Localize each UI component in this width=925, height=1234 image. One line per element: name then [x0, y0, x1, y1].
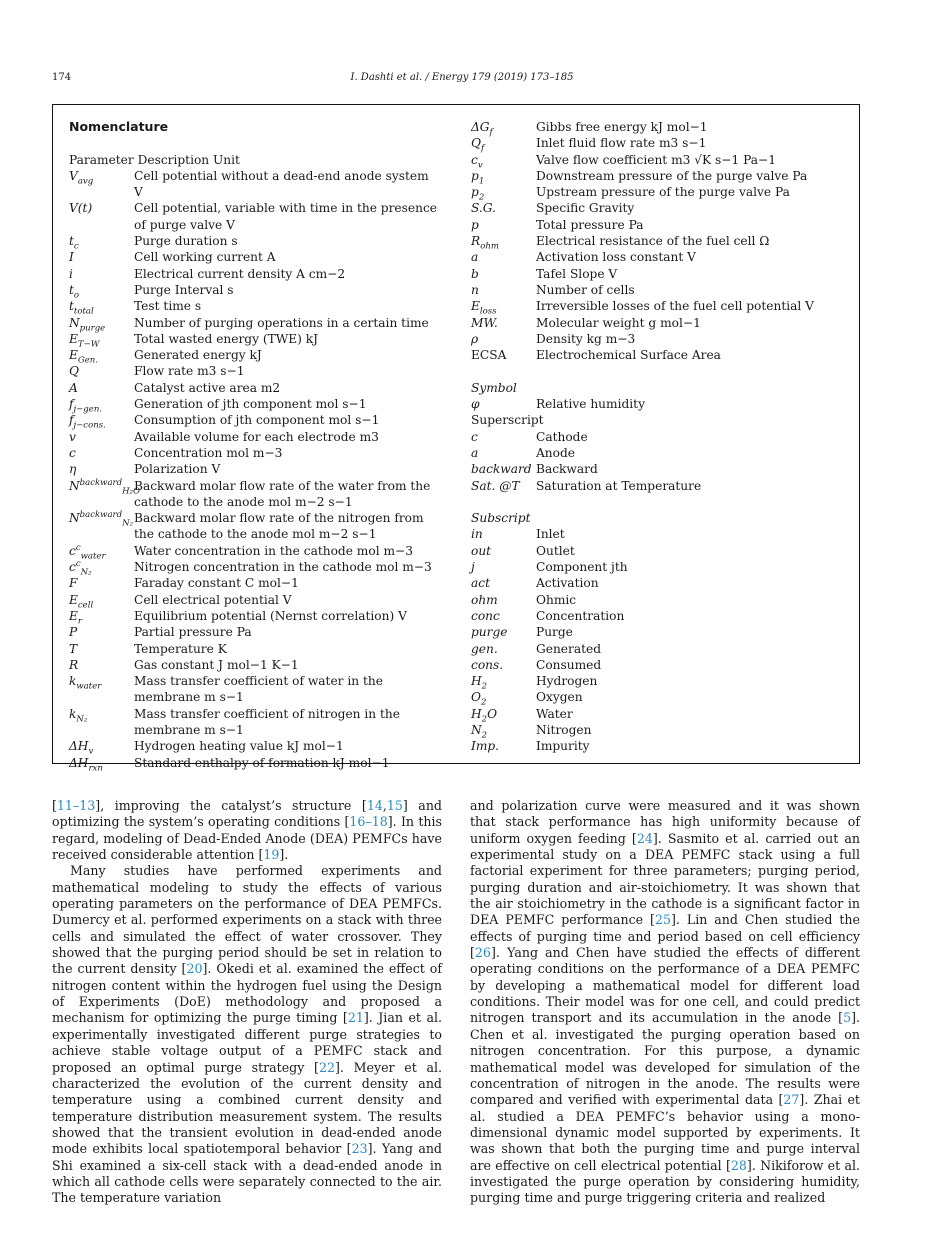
nom-desc: Oxygen	[536, 690, 583, 705]
nom-desc: Molecular weight g mol−1	[536, 315, 701, 330]
symbol-heading: Symbol	[471, 380, 517, 395]
nom-desc: Tafel Slope V	[536, 266, 618, 281]
nom-desc: Standard enthalpy of formation kJ mol−1	[134, 755, 390, 770]
nom-symbol: a	[471, 445, 479, 460]
text-run: ], improving the catalyst’s structure [	[95, 798, 367, 813]
nom-symbol: p	[471, 217, 479, 232]
nom-row	[471, 706, 851, 725]
text-run: ]. Chen et al. investigated the purging operation based on nitrogen concentration. For this purpose, a dynamic mathematical model was developed for simulation of the concentration of nitrogen in the anode. The results were compared and verified with experimental data [	[470, 1010, 860, 1108]
nom-desc: Number of cells	[536, 282, 635, 297]
paragraph	[52, 798, 442, 863]
nom-row	[69, 200, 441, 233]
nom-row	[69, 282, 441, 301]
nom-symbol: purge	[471, 625, 508, 640]
nom-symbol: Q	[69, 364, 79, 379]
text-run: ,	[382, 798, 387, 813]
nom-row	[69, 347, 441, 366]
nom-symbol: MW.	[471, 315, 498, 330]
nom-symbol: R	[69, 657, 79, 672]
nom-desc: Electrical resistance of the fuel cell Ω	[536, 234, 770, 249]
nom-row	[471, 689, 851, 708]
page-number: 174	[52, 72, 72, 83]
nomenclature-left-column	[69, 119, 441, 774]
nom-row	[471, 641, 851, 657]
nom-symbol: $E_r$	[69, 608, 82, 627]
nom-desc: Consumption of jth component mol s−1	[134, 413, 380, 428]
nom-desc: Cell electrical potential V	[134, 592, 292, 607]
nom-desc: Catalyst active area m2	[134, 380, 281, 395]
citation-link[interactable]: 22	[318, 1059, 335, 1075]
text-run: ]. Lin and Chen studied the effects of purging time and period based on cell efficiency [	[470, 912, 860, 961]
nom-row	[471, 200, 851, 216]
nom-symbol: I	[69, 250, 74, 265]
nom-row	[471, 217, 851, 233]
nom-row	[471, 396, 851, 412]
nom-row	[69, 315, 441, 331]
nom-row	[471, 184, 851, 203]
nom-row	[69, 673, 441, 706]
nom-desc: Activation loss constant V	[536, 250, 696, 265]
nom-symbol: T	[69, 641, 78, 656]
nom-symbol: in	[471, 527, 483, 542]
nom-symbol: Imp.	[471, 739, 500, 754]
nom-symbol: $O_2$	[471, 690, 487, 708]
nom-symbol: $k_{water}$	[69, 674, 102, 692]
nom-row	[471, 249, 851, 265]
nom-row	[471, 575, 851, 591]
nom-row	[69, 363, 441, 379]
nom-desc: Inlet	[536, 527, 565, 542]
nom-symbol: ohm	[471, 592, 498, 607]
nom-row	[471, 233, 851, 252]
text-run: and polarization curve were measured and it was shown that stack performance has high uniformity because of uniform oxygen feeding [	[470, 798, 860, 846]
nom-desc: Polarization V	[134, 462, 221, 477]
nomenclature-box	[52, 104, 860, 774]
nom-desc: Cell potential without a dead-end anode system V	[134, 168, 429, 200]
nom-symbol: $H_2$	[471, 674, 488, 692]
page-header	[52, 72, 872, 88]
nom-symbol: a	[471, 250, 479, 265]
nom-desc: Concentration	[536, 608, 625, 623]
nom-desc: Equilibrium potential (Nernst correlation) V	[134, 608, 407, 623]
nom-desc: Inlet fluid flow rate m3 s−1	[536, 136, 707, 151]
nom-symbol: $N_2$	[471, 722, 488, 741]
citation-link[interactable]: 11–13	[56, 798, 96, 813]
nom-desc: Temperature K	[134, 641, 227, 656]
nom-symbol: V(t)	[69, 201, 93, 216]
nom-desc: Saturation at Temperature	[536, 478, 702, 493]
nom-desc: Test time s	[134, 299, 202, 314]
nomenclature-right-column	[471, 119, 851, 755]
nom-row	[69, 380, 441, 396]
nom-desc: Electrical current density A cm−2	[134, 266, 346, 281]
nom-desc: Ohmic	[536, 592, 577, 607]
citation-link[interactable]: 5	[843, 1010, 852, 1026]
nom-row	[471, 478, 851, 494]
nom-row	[69, 575, 441, 591]
nom-symbol: $c^c_{water}$	[69, 542, 106, 562]
superscript-heading: Superscript	[471, 413, 544, 428]
nom-desc: Density kg m−3	[536, 331, 636, 346]
body-right-column	[470, 798, 860, 1207]
text-run: [	[52, 798, 57, 813]
nom-row	[69, 445, 441, 461]
nom-symbol: $N^{backward}_{H_2O}$	[69, 477, 140, 496]
nom-desc: Purge Interval s	[134, 282, 234, 297]
citation-link[interactable]: 20	[186, 961, 203, 977]
nom-row	[69, 298, 441, 317]
nom-row	[69, 755, 441, 774]
nom-desc: Anode	[536, 445, 576, 460]
text-run: ]. Jian et al. experimentally investigated different purge strategies to achieve stable voltage output of a PEMFC stack and proposed an optimal purge strategy [	[52, 1010, 442, 1075]
nom-desc: Hydrogen heating value kJ mol−1	[134, 739, 344, 754]
citation-link[interactable]: 16–18	[349, 814, 388, 830]
nom-row	[471, 657, 851, 673]
nom-row	[471, 526, 851, 542]
nom-desc: Purge duration s	[134, 234, 238, 249]
nom-desc: Outlet	[536, 543, 575, 558]
nom-row	[471, 673, 851, 692]
nom-symbol: $E_{loss}$	[471, 299, 497, 317]
nom-symbol: $E_{Gen.}$	[69, 348, 98, 366]
nom-desc: Nitrogen concentration in the cathode mol m−3	[134, 560, 432, 575]
nom-symbol: $c^c_{N_2}$	[69, 558, 92, 578]
nom-desc: Valve flow coefficient m3 √K s−1 Pa−1	[536, 152, 776, 167]
nom-symbol: S.G.	[471, 201, 496, 216]
running-head: I. Dashti et al. / Energy 179 (2019) 173–185	[350, 72, 574, 83]
nom-row	[471, 282, 851, 298]
nom-row	[69, 331, 441, 350]
nom-desc: Gibbs free energy kJ mol−1	[536, 120, 708, 134]
nom-desc: Generated	[536, 641, 602, 656]
nom-symbol: P	[69, 625, 78, 640]
nom-row	[471, 461, 851, 477]
nom-desc: Purge	[536, 625, 573, 640]
nom-symbol: $t_c$	[69, 234, 79, 252]
spacer	[471, 494, 851, 510]
nom-symbol: i	[69, 266, 73, 281]
nom-symbol: b	[471, 266, 479, 281]
nom-symbol: $N^{backward}_{N_2}$	[69, 510, 133, 529]
nom-desc: Cell working current A	[134, 250, 276, 265]
nom-symbol: $R_{ohm}$	[471, 234, 499, 252]
nom-symbol: gen.	[471, 641, 498, 656]
citation-link[interactable]: 15	[386, 798, 403, 813]
nom-desc: Nitrogen	[536, 722, 592, 737]
nom-row	[471, 298, 851, 317]
nom-symbol: cons.	[471, 657, 504, 672]
nom-desc: Upstream pressure of the purge valve Pa	[536, 185, 790, 200]
nom-desc: Available volume for each electrode m3	[134, 429, 379, 444]
nom-row	[69, 233, 441, 252]
nom-row	[69, 624, 441, 640]
nom-row	[471, 266, 851, 282]
nom-row	[471, 152, 851, 171]
nom-desc: Hydrogen	[536, 674, 598, 689]
nom-row	[471, 135, 851, 154]
text-run: Many studies have performed experiments and mathematical modeling to study the effects of various operating parameters on the performance of DEA PEMFCs. Dumercy et al. performed experiments on a stack with three cells and simulated the effect of water crossover. They showed that the purging period should be set in relation to the current density [	[52, 863, 442, 977]
nom-row	[69, 657, 441, 673]
nom-row	[69, 738, 441, 757]
nom-symbol: backward	[471, 462, 532, 477]
body-left-column	[52, 798, 442, 1207]
nom-row	[69, 266, 441, 282]
nom-symbol: act	[471, 576, 490, 591]
text-run: ]. Zhai et al. studied a DEA PEMFC’s behavior using a mono-dimensional dynamic model supported by experiments. It was shown that both the purging time and purge interval are effective on cell electrical potential [	[470, 1092, 860, 1173]
nom-row	[69, 641, 441, 657]
nom-symbol: conc	[471, 608, 500, 623]
nom-symbol: $f_{j-cons.}$	[69, 413, 106, 431]
nom-desc: Number of purging operations in a certain time	[134, 315, 429, 330]
nom-symbol: v	[69, 429, 76, 444]
nom-desc: Impurity	[536, 739, 590, 754]
nom-symbol: $p_1$	[471, 168, 485, 187]
nom-row	[471, 722, 851, 741]
nom-row	[471, 331, 851, 347]
nom-row	[69, 510, 441, 543]
nom-row	[69, 168, 441, 201]
nom-symbol: F	[69, 576, 78, 591]
nom-symbol: $H_2O$	[471, 706, 498, 725]
nom-row	[69, 608, 441, 627]
text-run: ]. Yang and Chen have studied the effects of different operating conditions on the performance of a DEA PEMFC by developing a mathematical model for different load conditions. Their model was for one cell, and could predict nitrogen transport and its accumulation in the anode [	[470, 945, 860, 1026]
nom-desc: Backward	[536, 462, 598, 477]
nomenclature-column-header: Parameter Description Unit	[69, 152, 240, 167]
nom-symbol: $p_2$	[471, 185, 485, 203]
nom-symbol: $E_{T-W}$	[69, 331, 100, 350]
nom-row	[471, 738, 851, 754]
nom-row	[471, 347, 851, 363]
nom-symbol: $k_{N_2}$	[69, 706, 88, 725]
nom-row	[69, 396, 441, 415]
citation-link[interactable]: 26	[474, 945, 491, 961]
nom-row	[69, 249, 441, 265]
text-run: ]. Yang and Shi examined a six-cell stack with a dead-ended anode in which all cathode cells were separately connected to the air. The temperature variation	[52, 1141, 442, 1206]
nom-row	[471, 119, 851, 138]
nom-symbol: $\Delta H_{rxn}$	[69, 755, 103, 774]
citation-link[interactable]: 28	[730, 1157, 747, 1173]
nom-desc: Backward molar flow rate of the water from the cathode to the anode mol m−2 s−1	[134, 478, 431, 509]
nom-desc: Consumed	[536, 657, 602, 672]
nom-symbol: j	[471, 560, 475, 575]
nom-row	[69, 592, 441, 611]
nom-row	[471, 543, 851, 559]
nom-row	[69, 542, 441, 562]
nom-row	[69, 429, 441, 445]
nom-row	[471, 429, 851, 445]
nom-symbol: η	[69, 462, 77, 477]
nom-row	[471, 445, 851, 461]
nom-desc: Electrochemical Surface Area	[536, 348, 721, 363]
nom-symbol: $t_o$	[69, 282, 80, 301]
text-run: ]. Okedi et al. examined the effect of nitrogen content within the hydrogen fuel using the Design of Experiments (DoE) methodology and proposed a mechanism for optimizing the purge timing [	[52, 961, 443, 1026]
text-run: ]. Sasmito et al. carried out an experimental study on a DEA PEMFC stack using a full factorial experiment for three parameters; purging period, purging duration and air-stoichiometry. It was shown that the air stoichiometry in the cathode is a significant factor in DEA PEMFC performance [	[470, 830, 860, 928]
nom-symbol: $\Delta G_f$	[471, 120, 493, 138]
nom-desc: Gas constant J mol−1 K−1	[134, 657, 299, 672]
nom-symbol: ECSA	[471, 348, 507, 363]
nom-symbol: $\Delta H_v$	[69, 739, 94, 757]
nom-desc: Total wasted energy (TWE) kJ	[134, 331, 319, 346]
citation-link[interactable]: 24	[636, 830, 653, 846]
nom-desc: Activation	[536, 576, 599, 591]
nom-desc: Mass transfer coefficient of water in the membrane m s−1	[134, 674, 383, 705]
paragraph	[470, 798, 860, 1207]
nom-symbol: c	[69, 445, 76, 460]
text-run: ] and optimizing the system’s operating conditions [	[52, 798, 442, 830]
nom-desc: Total pressure Pa	[536, 217, 644, 232]
nom-row	[69, 461, 441, 477]
nom-symbol: c	[471, 429, 478, 444]
nom-symbol: n	[471, 282, 479, 297]
nom-symbol: Sat. @T	[471, 478, 520, 493]
text-run: ]. Nikiforow et al. investigated the purge operation by considering humidity, purging time and purge triggering criteria and realized	[470, 1157, 860, 1206]
nom-symbol: out	[471, 543, 492, 558]
nom-row	[471, 168, 851, 187]
nom-desc: Water concentration in the cathode mol m−3	[134, 543, 413, 558]
nom-symbol: $E_{cell}$	[69, 592, 94, 611]
nom-desc: Concentration mol m−3	[134, 445, 283, 460]
nom-desc: Faraday constant C mol−1	[134, 576, 299, 591]
paragraph	[52, 863, 442, 1206]
citation-link[interactable]: 23	[351, 1141, 368, 1157]
nom-symbol: $Q_f$	[471, 136, 485, 154]
nom-symbol: φ	[471, 397, 480, 412]
nom-symbol: $t_{total}$	[69, 299, 94, 317]
nom-desc: Downstream pressure of the purge valve Pa	[536, 168, 808, 183]
nom-row	[471, 592, 851, 608]
text-run: ]. In this regard, modeling of Dead-Ended Anode (DEA) PEMFCs have received considerable attention [	[52, 814, 442, 863]
nom-desc: Generated energy kJ	[134, 348, 262, 363]
nom-row	[69, 412, 441, 431]
text-run: ].	[279, 847, 289, 863]
citation-link[interactable]: 25	[654, 912, 671, 928]
subscript-heading: Subscript	[471, 511, 531, 526]
nom-desc: Relative humidity	[536, 397, 645, 412]
nom-desc: Mass transfer coefficient of nitrogen in the membrane m s−1	[134, 706, 400, 737]
spacer	[471, 363, 851, 379]
nom-symbol: $N_{purge}$	[69, 315, 106, 333]
nom-symbol: $f_{j-gen.}$	[69, 397, 103, 415]
nom-symbol: $c_v$	[471, 152, 483, 171]
text-run: ]. Meyer et al. characterized the evolution of the current density and temperature using a combined current density and temperature distribution measurement system. The results showed that the transient evolution in dead-ended anode mode exhibits local spatiotemporal behavior [	[52, 1059, 442, 1157]
nom-desc: Partial pressure Pa	[134, 625, 252, 640]
nom-row	[69, 478, 441, 511]
nom-symbol: ρ	[471, 331, 479, 346]
nom-desc: Water	[536, 706, 573, 721]
citation-link[interactable]: 14	[366, 798, 383, 813]
nom-desc: Component jth	[536, 560, 628, 575]
citation-link[interactable]: 21	[347, 1010, 364, 1026]
nom-symbol: A	[69, 380, 78, 395]
nom-row	[471, 559, 851, 575]
nom-row	[471, 608, 851, 624]
nom-row	[471, 315, 851, 331]
nom-desc: Flow rate m3 s−1	[134, 364, 245, 379]
nom-desc: Specific Gravity	[536, 201, 635, 216]
nom-desc: Irreversible losses of the fuel cell potential V	[536, 299, 814, 314]
nom-desc: Cathode	[536, 429, 588, 444]
nom-row	[69, 706, 441, 739]
nomenclature-title: Nomenclature	[69, 119, 169, 134]
nom-symbol: $V_{avg}$	[69, 168, 94, 187]
nom-desc: Cell potential, variable with time in the presence of purge valve V	[134, 201, 437, 232]
citation-link[interactable]: 19	[263, 847, 280, 863]
nom-desc: Backward molar flow rate of the nitrogen from the cathode to the anode mol m−2 s−1	[134, 511, 424, 542]
nom-desc: Generation of jth component mol s−1	[134, 397, 367, 412]
nom-row	[471, 624, 851, 640]
nom-row	[69, 558, 441, 578]
citation-link[interactable]: 27	[783, 1092, 800, 1108]
